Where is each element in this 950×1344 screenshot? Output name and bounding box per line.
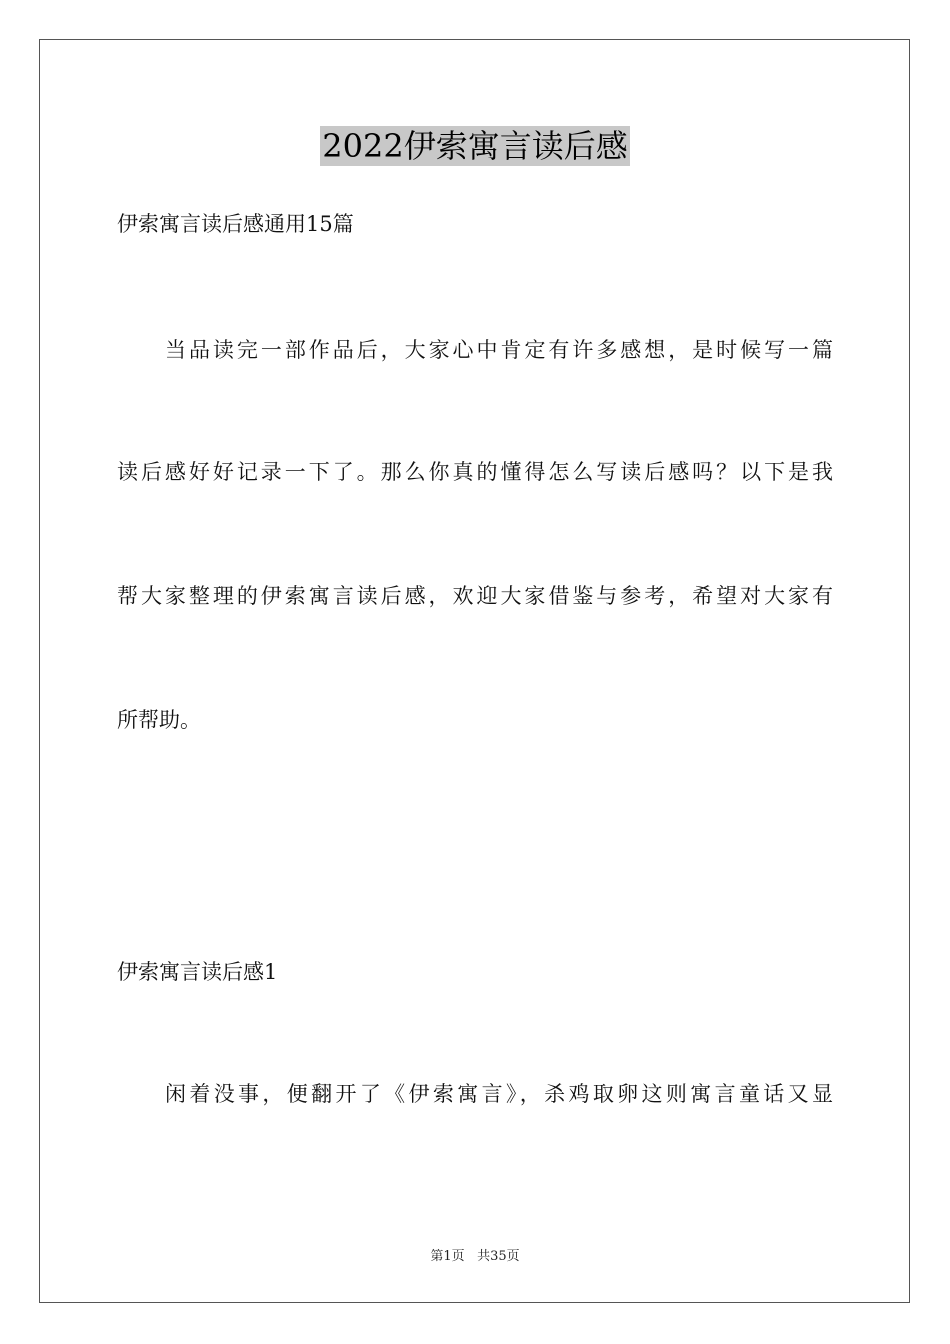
intro-paragraph-line-3: 帮大家整理的伊索寓言读后感，欢迎大家借鉴与参考，希望对大家有 <box>117 584 833 608</box>
intro-paragraph-line-2: 读后感好好记录一下了。那么你真的懂得怎么写读后感吗？以下是我 <box>117 460 833 484</box>
section-heading: 伊索寓言读后感1 <box>117 960 278 984</box>
total-pages: 共35页 <box>477 1249 520 1264</box>
document-subtitle: 伊索寓言读后感通用15篇 <box>117 212 354 236</box>
page-number: 第1页 <box>430 1249 465 1264</box>
document-title: 2022伊索寓言读后感 <box>322 127 628 165</box>
intro-paragraph-line-1: 当品读完一部作品后，大家心中肯定有许多感想，是时候写一篇 <box>165 338 833 362</box>
section-paragraph-line-1: 闲着没事，便翻开了《伊索寓言》，杀鸡取卵这则寓言童话又显 <box>165 1082 833 1106</box>
title-wrap <box>0 126 950 166</box>
page-footer <box>0 1248 950 1266</box>
intro-paragraph-line-4: 所帮助。 <box>117 708 201 732</box>
